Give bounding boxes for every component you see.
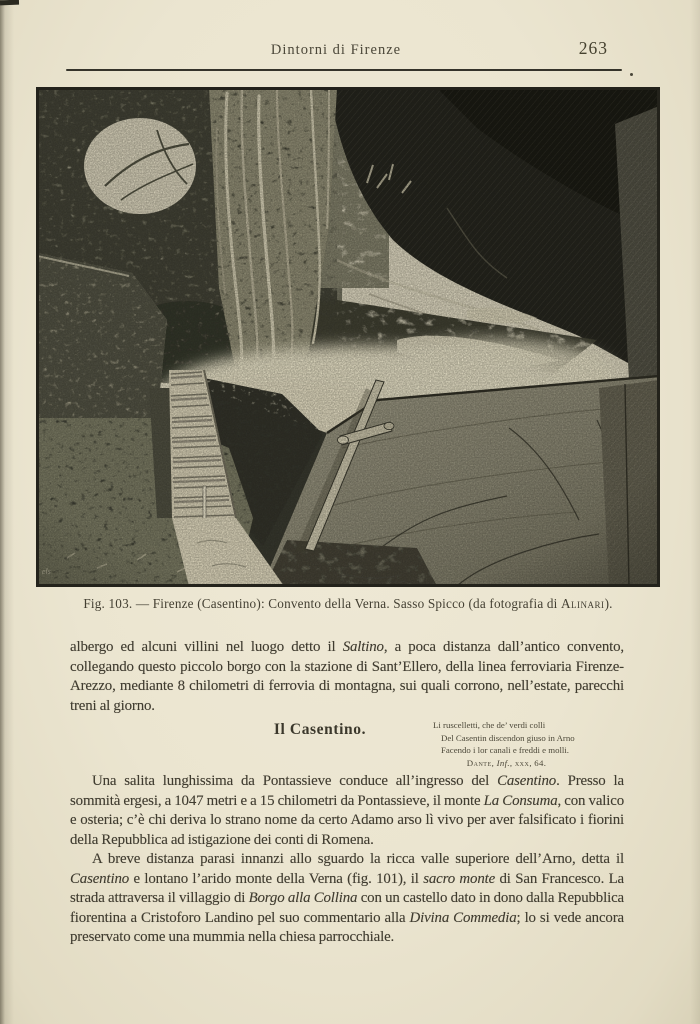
paragraph-2: Una salita lunghissima da Pontassieve conduce all’ingresso del Casentino. Presso la sommità ergesi, a 1047 metri e a 15 chilometri da Pontassieve, il monte La Consuma, con valico e osteria; c’è chi deriva lo strano nome da certo Adamo arso lì vivo per aver falsificato i fiorini della Repubblica ad istigazione dei conti di Romena. (70, 773, 625, 848)
header-rule (66, 69, 622, 71)
scan-artifact-mark (0, 0, 19, 5)
section-row (70, 719, 624, 771)
running-header: Dintorni di Firenze (270, 42, 402, 58)
scan-artifact-dot (630, 73, 633, 76)
verse-line: Li ruscelletti, che de’ verdi colli (433, 720, 546, 730)
figure-caption: Fig. 103. — Firenze (Casentino): Convento della Verna. Sasso Spicco (da fotografia di Alinari). (83, 596, 613, 611)
engraving-svg (37, 88, 659, 586)
verse-line: Del Casentin discendon giuso in Arno (441, 732, 575, 743)
verse-quote (433, 719, 608, 769)
engraving-illustration (37, 88, 659, 586)
paragraph-3: A breve distanza parasi innanzi allo sguardo la ricca valle superiore dell’Arno, detta il Casentino e lontano l’arido monte della Verna (fig. 101), il sacro monte di San Francesco. La strada attraversa il villaggio di Borgo alla Collina con un castello dato in dono dalla Repubblica fiorentina a Cristoforo Landino pel suo commentario alla Divina Commedia; lo si vede ancora preservato come una mummia nella chiesa parrocchiale. (70, 851, 624, 946)
verse-attribution: Dante, Inf., xxx, 64. (466, 757, 547, 768)
page-number: 263 (578, 38, 608, 58)
section-heading: Il Casentino. (273, 721, 367, 738)
paragraph-1: albergo ed alcuni villini nel luogo detto il Saltino, a poca distanza dall’antico convento, collegando questo piccolo borgo con la stazione di Sant’Ellero, della linea ferroviaria Firenze-Arezzo, mediante 8 chilometri di ferrovia di montagna, sui quali corrono, nell’estate, parecchi treni al giorno. (70, 639, 624, 714)
verse-line: Facendo i lor canali e freddi e molli. (441, 745, 569, 756)
